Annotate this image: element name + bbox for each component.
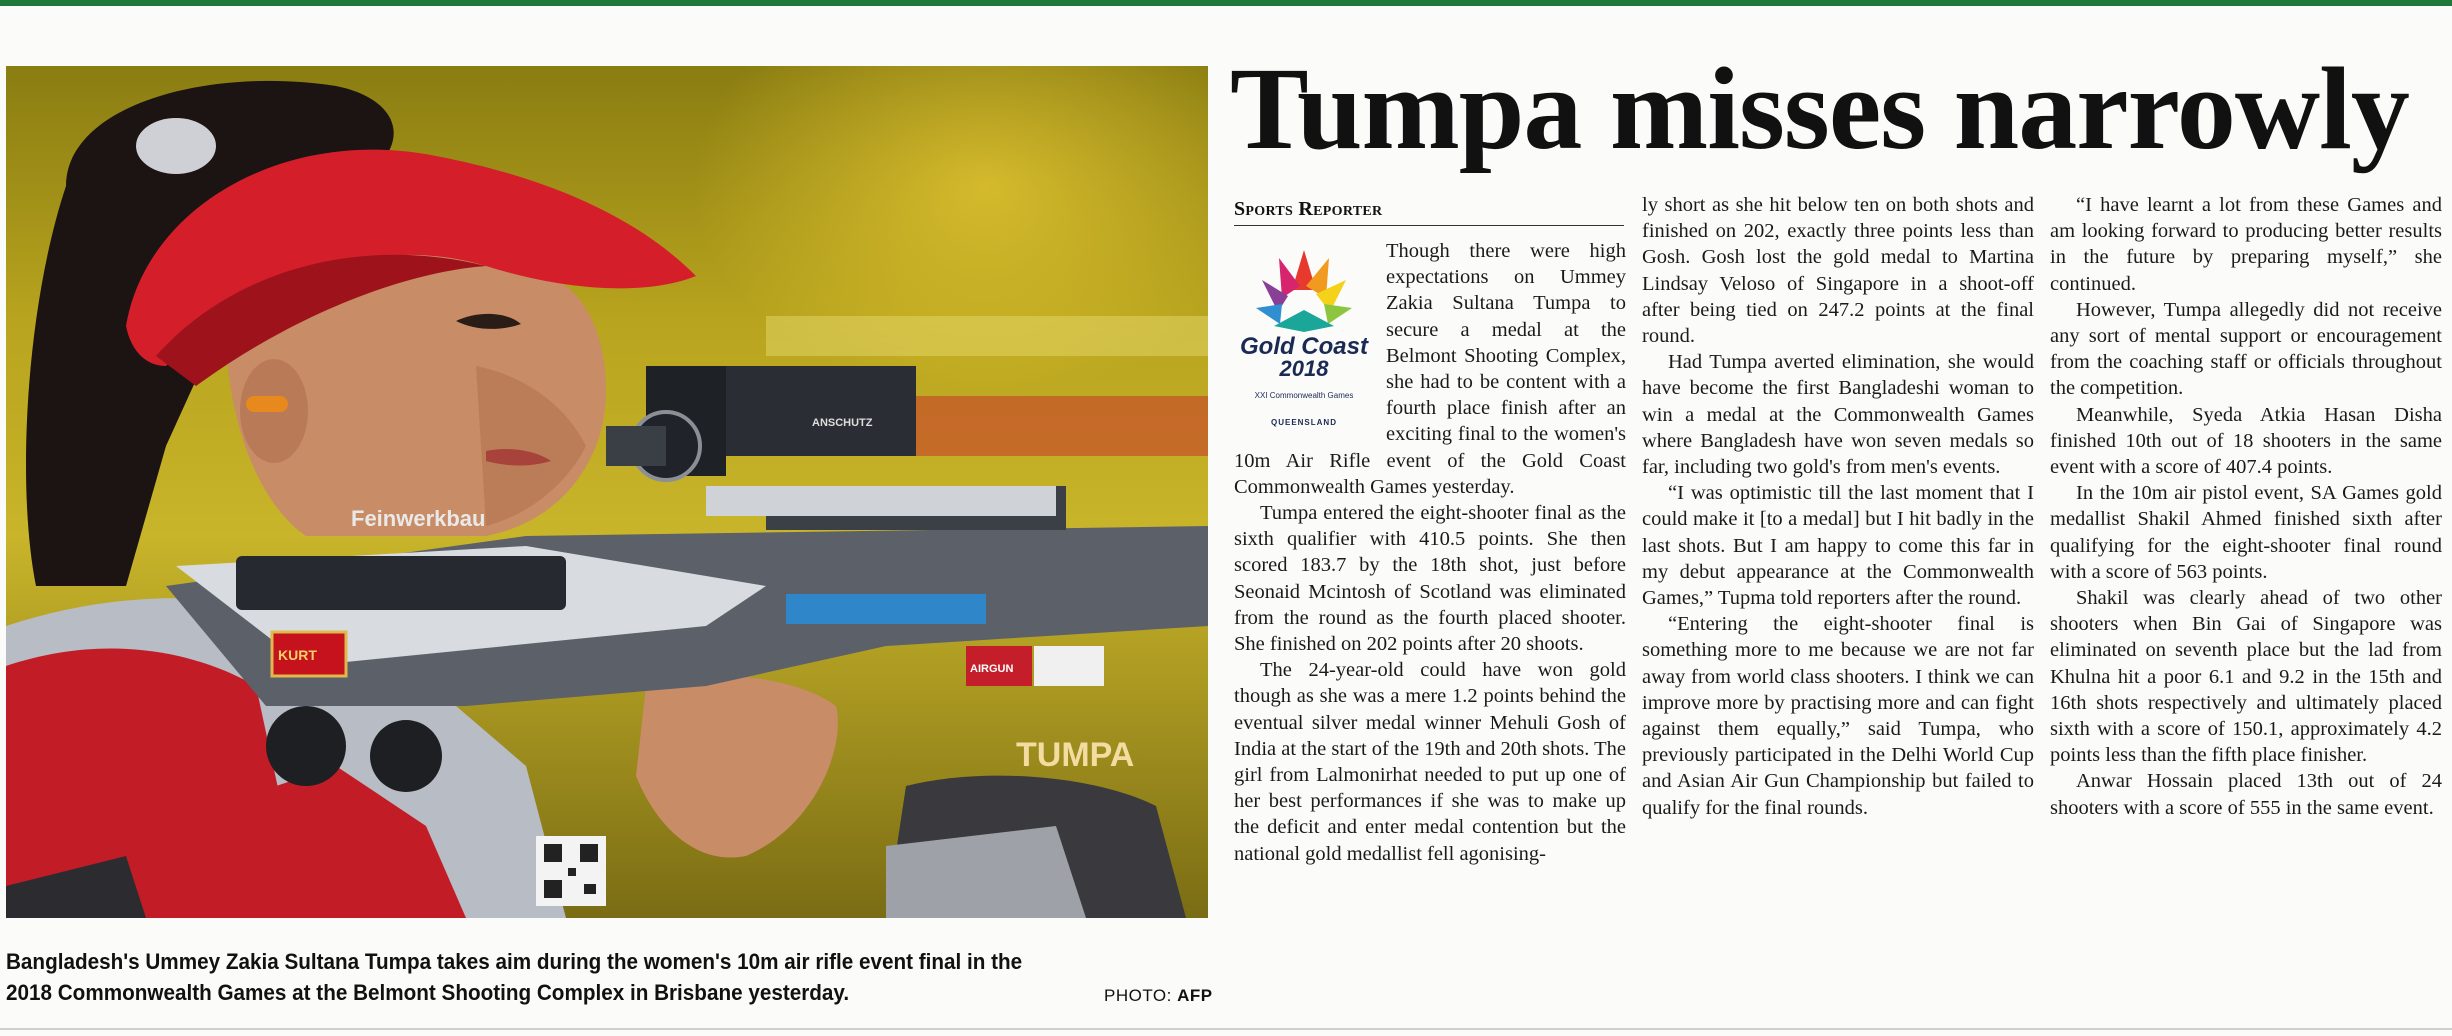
article-paragraph: Tumpa entered the eight-shooter final as the sixth qualifier with 410.5 points. She then scored 183.7 by the 18th shot, just before Seonaid Mcintosh of Scotland was eliminated from the round as the fourth placed shooter. She finished on 202 points after 20 shoots. — [1234, 502, 1626, 656]
rifle-name-text: TUMPA — [1016, 736, 1135, 774]
article-column-1 — [1234, 238, 1626, 867]
bottom-rule — [0, 1028, 2452, 1030]
photo-credit-source: AFP — [1177, 986, 1213, 1005]
article-paragraph: However, Tumpa allegedly did not receive any sort of mental support or encouragement from the coaching staff or officials throughout the competition. — [2050, 298, 2442, 400]
article-paragraph: Though there were high expectations on Ummey Zakia Sultana Tumpa to secure a medal at the Belmont Shooting Complex, she had to be content with a fourth place finish after an exciting final to the women's 10m Air Rifle event of the Gold Coast Commonwealth Games yesterday. — [1234, 240, 1626, 498]
article-paragraph: “I was optimistic till the last moment that I could make it [to a medal] but I hit badly in the last shots. But I am happy to come this far in my debut appearance at the Commonwealth Games,” Tupma told reporters after the round. — [1642, 482, 2034, 610]
shooter-illustration — [6, 66, 1208, 918]
logo-year: 2018 — [1279, 356, 1329, 381]
article-paragraph: In the 10m air pistol event, SA Games gold medallist Shakil Ahmed finished sixth after qualifying for the eight-shooter final round with a score of 563 points. — [2050, 482, 2442, 583]
article-paragraph: Anwar Hossain placed 13th out of 24 shooters with a score of 555 in the same event. — [2050, 770, 2442, 819]
article-paragraph: Shakil was clearly ahead of two other shooters when Bin Gai of Singapore was eliminated on seventh place but the lad from Khulna hit a poor 6.1 and 9.2 in the 15th and 16th shots respectively and ultimately placed sixth with a score of 150.1, approximately 4.2 points less than the fifth place finisher. — [2050, 587, 2442, 767]
article-paragraph: “I have learnt a lot from these Games and am looking forward to producing better results in the future by preparing myself,” she continued. — [2050, 194, 2442, 295]
logo-subtitle: XXI Commonwealth Games — [1254, 391, 1354, 400]
article-column-2 — [1642, 192, 2034, 821]
logo-title: Gold Coast — [1239, 333, 1368, 360]
scope-brand-text: ANSCHUTZ — [812, 417, 873, 429]
photo-caption: Bangladesh's Ummey Zakia Sultana Tumpa takes aim during the women's 10m air rifle event final in the 2018 Commonwealth Games at the Belmont Shooting Complex in Brisbane yesterday. — [6, 949, 1023, 1005]
logo-place: QUEENSLAND — [1270, 418, 1337, 427]
stock-brand-text: Feinwerkbau — [351, 506, 486, 531]
photo-credit-label: PHOTO: — [1104, 986, 1172, 1005]
article-paragraph: The 24-year-old could have won gold though as she was a mere 1.2 points behind the eventual silver medal winner Mehuli Gosh of India at the start of the 19th and 20th shots. The girl from Lalmonirhat needed to put up one of her best performances if she was to make up the deficit and enter medal contention but the national gold medallist fell agonising- — [1234, 659, 1626, 865]
byline: Sports Reporter — [1234, 198, 1383, 220]
top-color-rule — [0, 0, 2452, 6]
news-photo — [6, 66, 1208, 918]
headline: Tumpa misses narrowly — [1230, 43, 2409, 174]
photo-credit — [1104, 986, 1213, 1006]
gold-coast-logo — [1234, 240, 1374, 430]
byline-rule — [1234, 225, 1624, 226]
article-paragraph: Had Tumpa averted elimination, she would have become the first Bangladeshi woman to win a medal at the Commonwealth Games where Bangladesh have won seven medals so far, including two gold's from men's events. — [1642, 351, 2034, 479]
article-paragraph: “Entering the eight-shooter final is something more to me because we are not far away from world class shooters. I think we can improve more by practising more and can fight against them equally,” said Tumpa, who previously participated in the Delhi World Cup and Asian Air Gun Championship but failed to qualify for the final rounds. — [1642, 613, 2034, 819]
article-paragraph: Meanwhile, Syeda Atkia Hasan Disha finished 10th out of 18 shooters in the same event with a score of 407.4 points. — [2050, 403, 2442, 479]
patch-text: KURT — [278, 647, 317, 663]
article-paragraph: ly short as she hit below ten on both shots and finished on 202, exactly three points less than Gosh. Gosh lost the gold medal to Martina Lindsay Veloso of Singapore in a shoot-off after being tied on 247.2 points at the final round. — [1642, 194, 2034, 348]
airgun-patch-text: AIRGUN — [970, 663, 1014, 675]
article-column-3 — [2050, 192, 2442, 821]
